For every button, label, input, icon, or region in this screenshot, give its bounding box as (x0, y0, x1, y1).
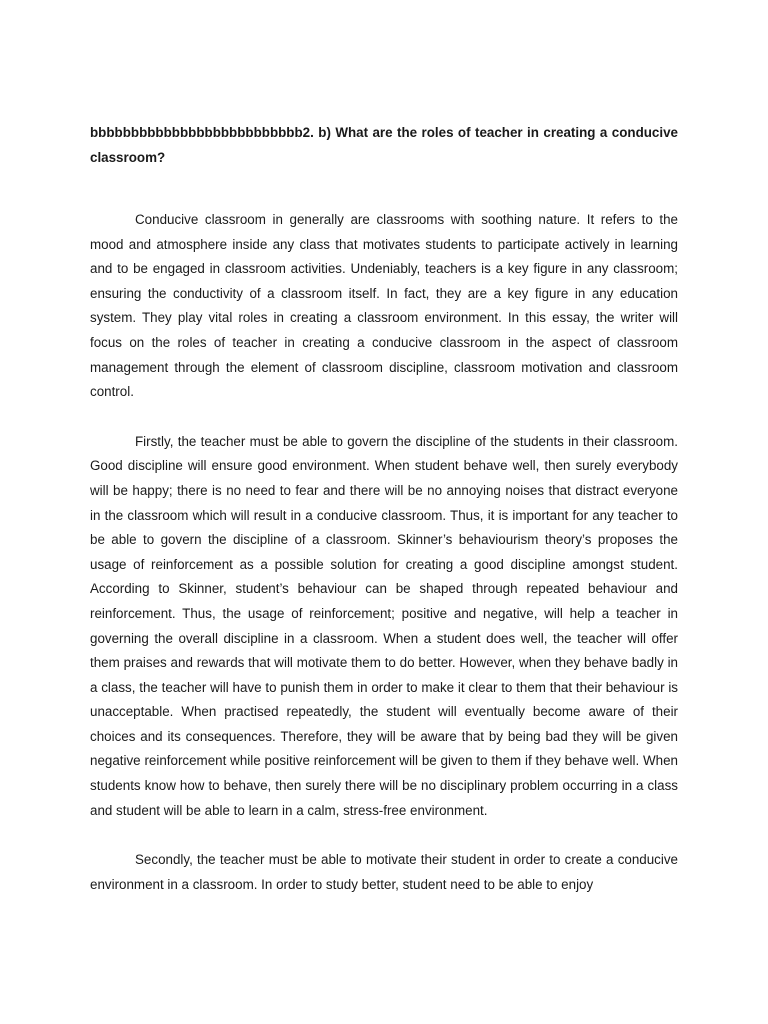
document-page (90, 121, 678, 897)
question-heading: bbbbbbbbbbbbbbbbbbbbbbbbbb2. b) What are the roles of teacher in creating a conducive classroom? (90, 125, 678, 165)
paragraph-discipline: Firstly, the teacher must be able to govern the discipline of the students in their classroom. Good discipline will ensure good environment. When student behave well, then surely everybody will be happy; there is no need to fear and there will be no annoying noises that distract everyone in the classroom which will result in a conducive classroom. Thus, it is important for any teacher to be able to govern the discipline of a classroom. Skinner’s behaviourism theory’s proposes the usage of reinforcement as a possible solution for creating a good discipline amongst student. According to Skinner, student’s behaviour can be shaped through repeated behaviour and reinforcement. Thus, the usage of reinforcement; positive and negative, will help a teacher in governing the overall discipline in a classroom. When a student does well, the teacher will offer them praises and rewards that will motivate them to do better. However, when they behave badly in a class, the teacher will have to punish them in order to make it clear to them that their behaviour is unacceptable. When practised repeatedly, the student will eventually become aware of their choices and its consequences. Therefore, they will be aware that by being bad they will be given negative reinforcement while positive reinforcement will be given to them if they behave well. When students know how to behave, then surely there will be no disciplinary problem occurring in a class and student will be able to learn in a calm, stress-free environment. (90, 433, 678, 818)
paragraph-motivation: Secondly, the teacher must be able to motivate their student in order to create a conducive environment in a classroom. In order to study better, student need to be able to enjoy (90, 852, 678, 892)
paragraph-introduction: Conducive classroom in generally are classrooms with soothing nature. It refers to the mood and atmosphere inside any class that motivates students to participate actively in learning and to be engaged in classroom activities. Undeniably, teachers is a key figure in any classroom; ensuring the conductivity of a classroom itself. In fact, they are a key figure in any education system. They play vital roles in creating a classroom environment. In this essay, the writer will focus on the roles of teacher in creating a conducive classroom in the aspect of classroom management through the element of classroom discipline, classroom motivation and classroom control. (90, 212, 678, 400)
